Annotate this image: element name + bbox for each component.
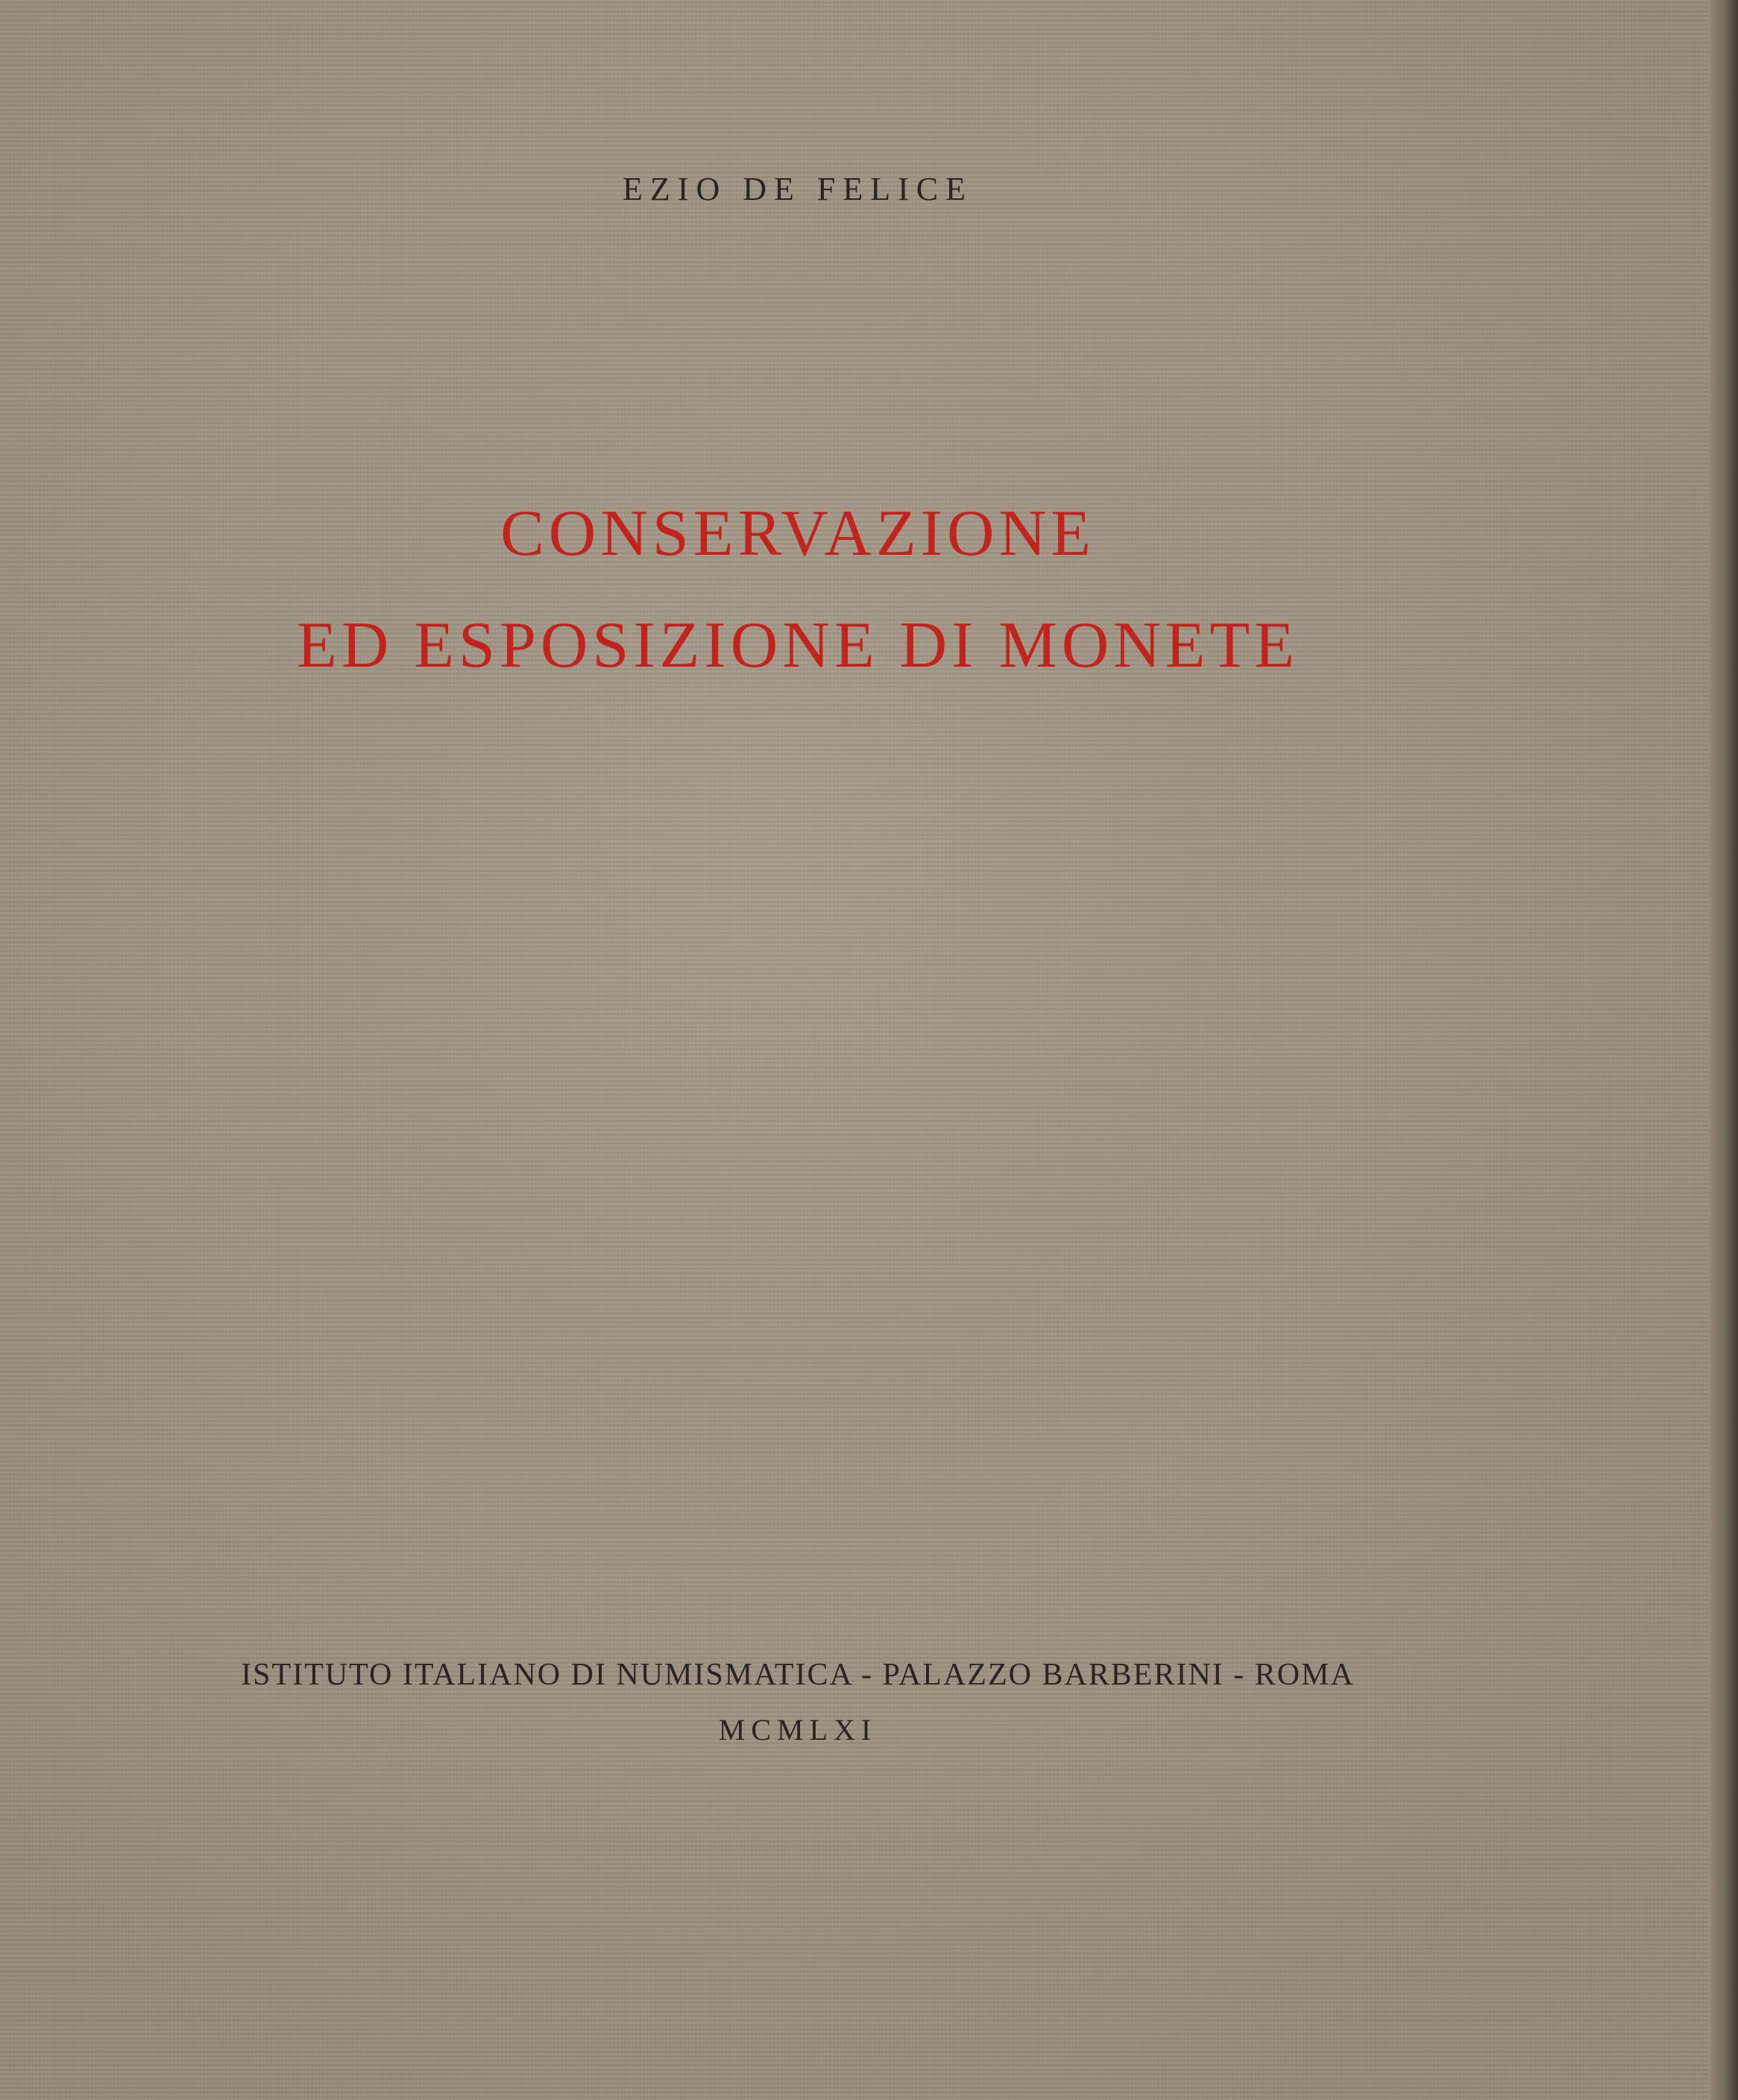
title-line-1: CONSERVAZIONE (500, 497, 1095, 570)
publisher-line: ISTITUTO ITALIANO DI NUMISMATICA - PALAZZO BARBERINI - ROMA (241, 1658, 1355, 1692)
cover-edge (1708, 0, 1738, 2100)
title-line-2: ED ESPOSIZIONE DI MONETE (296, 609, 1300, 682)
author-name: EZIO DE FELICE (623, 171, 973, 207)
publication-year: MCMLXI (718, 1713, 878, 1747)
